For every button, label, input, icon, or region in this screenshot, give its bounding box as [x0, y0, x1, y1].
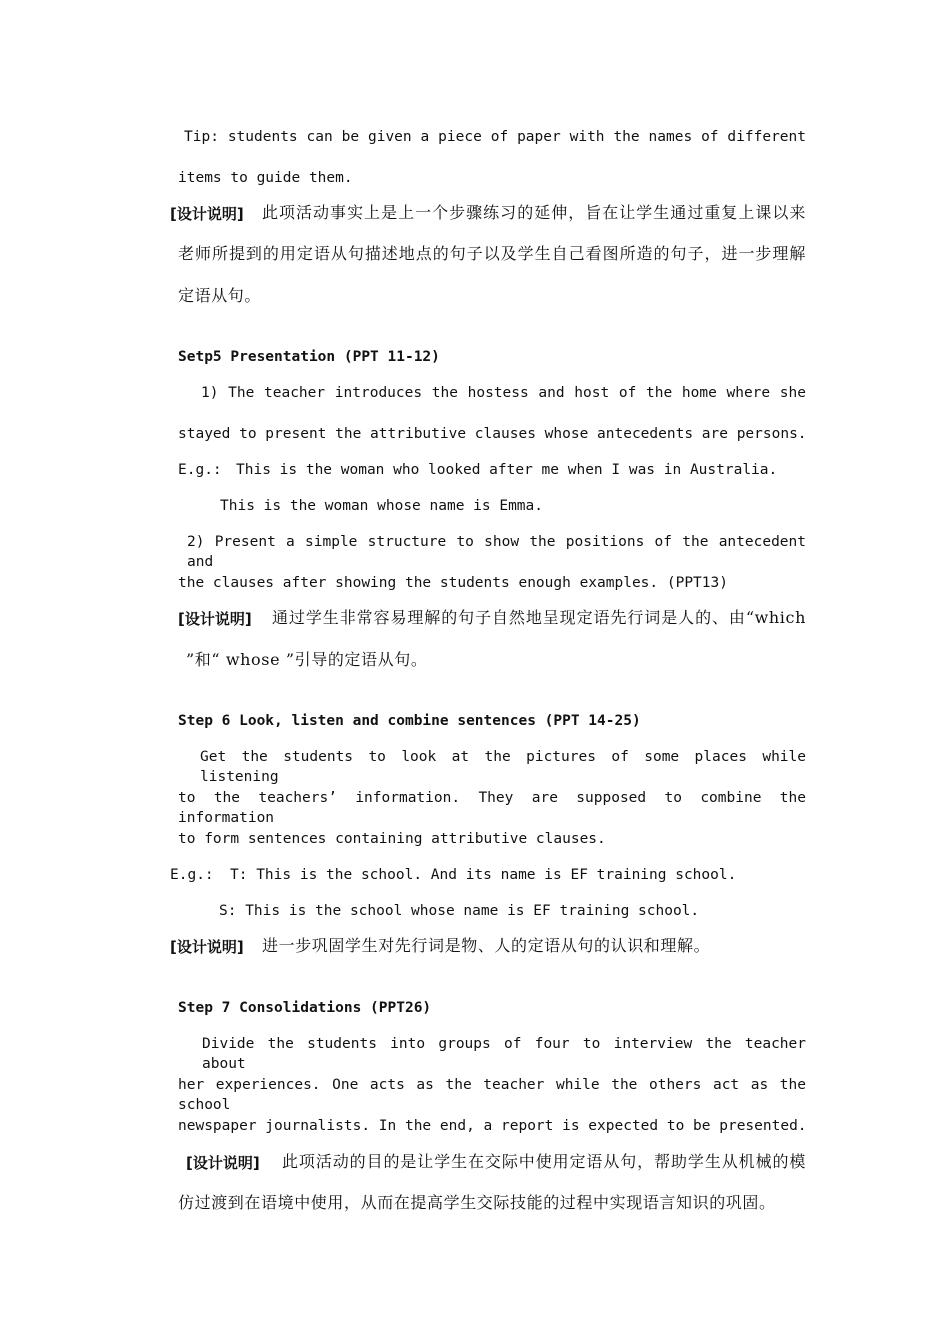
- design-note-4-tag: [设计说明]: [186, 1154, 260, 1172]
- step6-heading: Step 6 Look, listen and combine sentences (PPT 14-25): [178, 713, 641, 729]
- design-note-1-line-2: 老师所提到的用定语从句描述地点的句子以及学生自己看图所造的句子，进一步理解: [178, 244, 806, 263]
- design-note-1-line-3: 定语从句。: [178, 286, 262, 305]
- design-note-3-tag: [设计说明]: [170, 938, 244, 956]
- step5-p1-line-2: stayed to present the attributive clauses whose antecedents are persons.: [178, 426, 807, 442]
- design-note-4-line-2: 仿过渡到在语境中使用，从而在提高学生交际技能的过程中实现语言知识的巩固。: [178, 1193, 776, 1212]
- tip-line-1: Tip: students can be given a piece of paper with the names of different: [184, 129, 806, 145]
- step7-line-1: Divide the students into groups of four to interview the teacher about: [202, 1036, 806, 1072]
- step5-example-1: This is the woman who looked after me when I was in Australia.: [236, 462, 778, 478]
- tip-line-2: items to guide them.: [178, 170, 353, 186]
- design-note-2-line-2: ”和“ whose ”引导的定语从句。: [186, 650, 428, 669]
- design-note-2-tag: [设计说明]: [178, 610, 252, 628]
- step6-eg-label: E.g.:: [170, 867, 214, 883]
- step6-line-1: Get the students to look at the pictures of some places while listening: [200, 749, 806, 785]
- design-note-2-line-1: 通过学生非常容易理解的句子自然地呈现定语先行词是人的、由“which: [272, 608, 806, 627]
- step5-p2-line-1: 2) Present a simple structure to show the positions of the antecedent and: [187, 534, 806, 570]
- design-note-3-line-1: 进一步巩固学生对先行词是物、人的定语从句的认识和理解。: [262, 936, 711, 955]
- step5-example-2: This is the woman whose name is Emma.: [220, 498, 544, 514]
- step7-line-3: newspaper journalists. In the end, a report is expected to be presented.: [178, 1118, 807, 1134]
- step7-line-2: her experiences. One acts as the teacher while the others act as the school: [178, 1077, 806, 1113]
- step7-heading: Step 7 Consolidations (PPT26): [178, 1000, 432, 1016]
- step6-example-teacher: T: This is the school. And its name is EF training school.: [230, 867, 737, 883]
- step6-line-2: to the teachers’ information. They are supposed to combine the information: [178, 790, 806, 826]
- step6-example-student: S: This is the school whose name is EF training school.: [219, 903, 700, 919]
- step5-heading: Setp5 Presentation (PPT 11-12): [178, 349, 440, 365]
- design-note-1-tag: [设计说明]: [170, 205, 244, 223]
- design-note-1-line-1: 此项活动事实上是上一个步骤练习的延伸，旨在让学生通过重复上课以来: [262, 203, 806, 222]
- step5-p1-line-1: 1) The teacher introduces the hostess and host of the home where she: [201, 385, 806, 401]
- step5-p2-line-2: the clauses after showing the students enough examples. (PPT13): [178, 575, 728, 591]
- design-note-4-line-1: 此项活动的目的是让学生在交际中使用定语从句，帮助学生从机械的模: [282, 1152, 806, 1171]
- step6-line-3: to form sentences containing attributive clauses.: [178, 831, 606, 847]
- step5-eg-label: E.g.:: [178, 462, 222, 478]
